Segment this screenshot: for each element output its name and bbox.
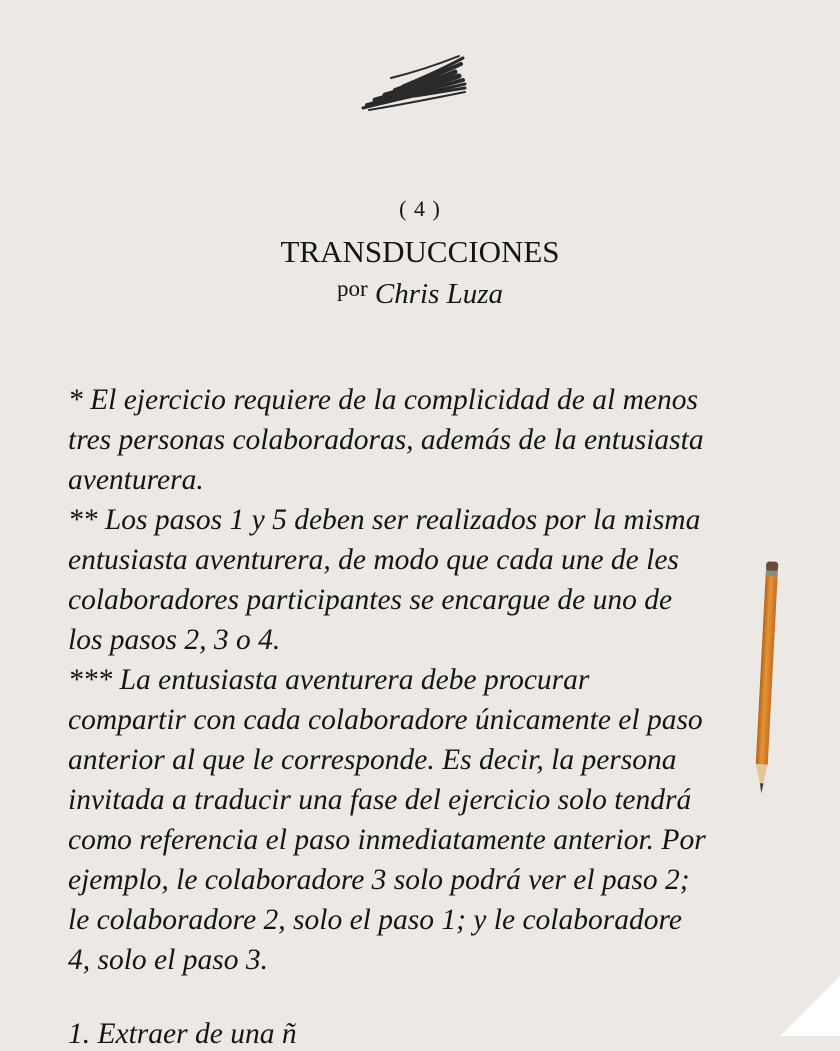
note-line: aventurera. [68, 464, 204, 496]
note-line: los pasos 2, 3 o 4. [68, 624, 281, 656]
note-line: entusiasta aventurera, de modo que cada une de les [68, 544, 679, 576]
note-line: invitada a traducir una fase del ejercicio solo tendrá [68, 784, 692, 816]
note-line: ejemplo, le colaboradore 3 solo podrá ver el paso 2; [68, 864, 690, 896]
pencil-icon [732, 555, 782, 810]
page-curl-corner [780, 976, 840, 1036]
note-line: le colaboradore 2, solo el paso 1; y le colaboradore [68, 904, 682, 936]
byline [0, 278, 840, 311]
pencil-scribble-icon [355, 48, 473, 118]
note-line: tres personas colaboradoras, además de la entusiasta [68, 424, 704, 456]
cut-off-step-line: 1. Extraer de una ñ [68, 1018, 297, 1050]
note-line: *** La entusiasta aventurera debe procurar [68, 664, 590, 696]
page-title: TRANSDUCCIONES [280, 234, 560, 269]
notes-section [68, 380, 768, 980]
note-line: 4, solo el paso 3. [68, 944, 268, 976]
note-line: ** Los pasos 1 y 5 deben ser realizados por la misma [68, 504, 701, 536]
note-line: colaboradores participantes se encargue de uno de [68, 584, 673, 616]
byline-prefix: por [336, 276, 368, 301]
note-line: compartir con cada colaboradore únicamente el paso [68, 704, 703, 736]
note-line: como referencia el paso inmediatamente anterior. Por [68, 824, 706, 856]
note-line: * El ejercicio requiere de la complicidad de al menos [68, 384, 698, 416]
note-line: anterior al que le corresponde. Es decir, la persona [68, 744, 677, 776]
author-name: Chris Luza [374, 278, 504, 310]
section-number: ( 4 ) [399, 196, 441, 221]
